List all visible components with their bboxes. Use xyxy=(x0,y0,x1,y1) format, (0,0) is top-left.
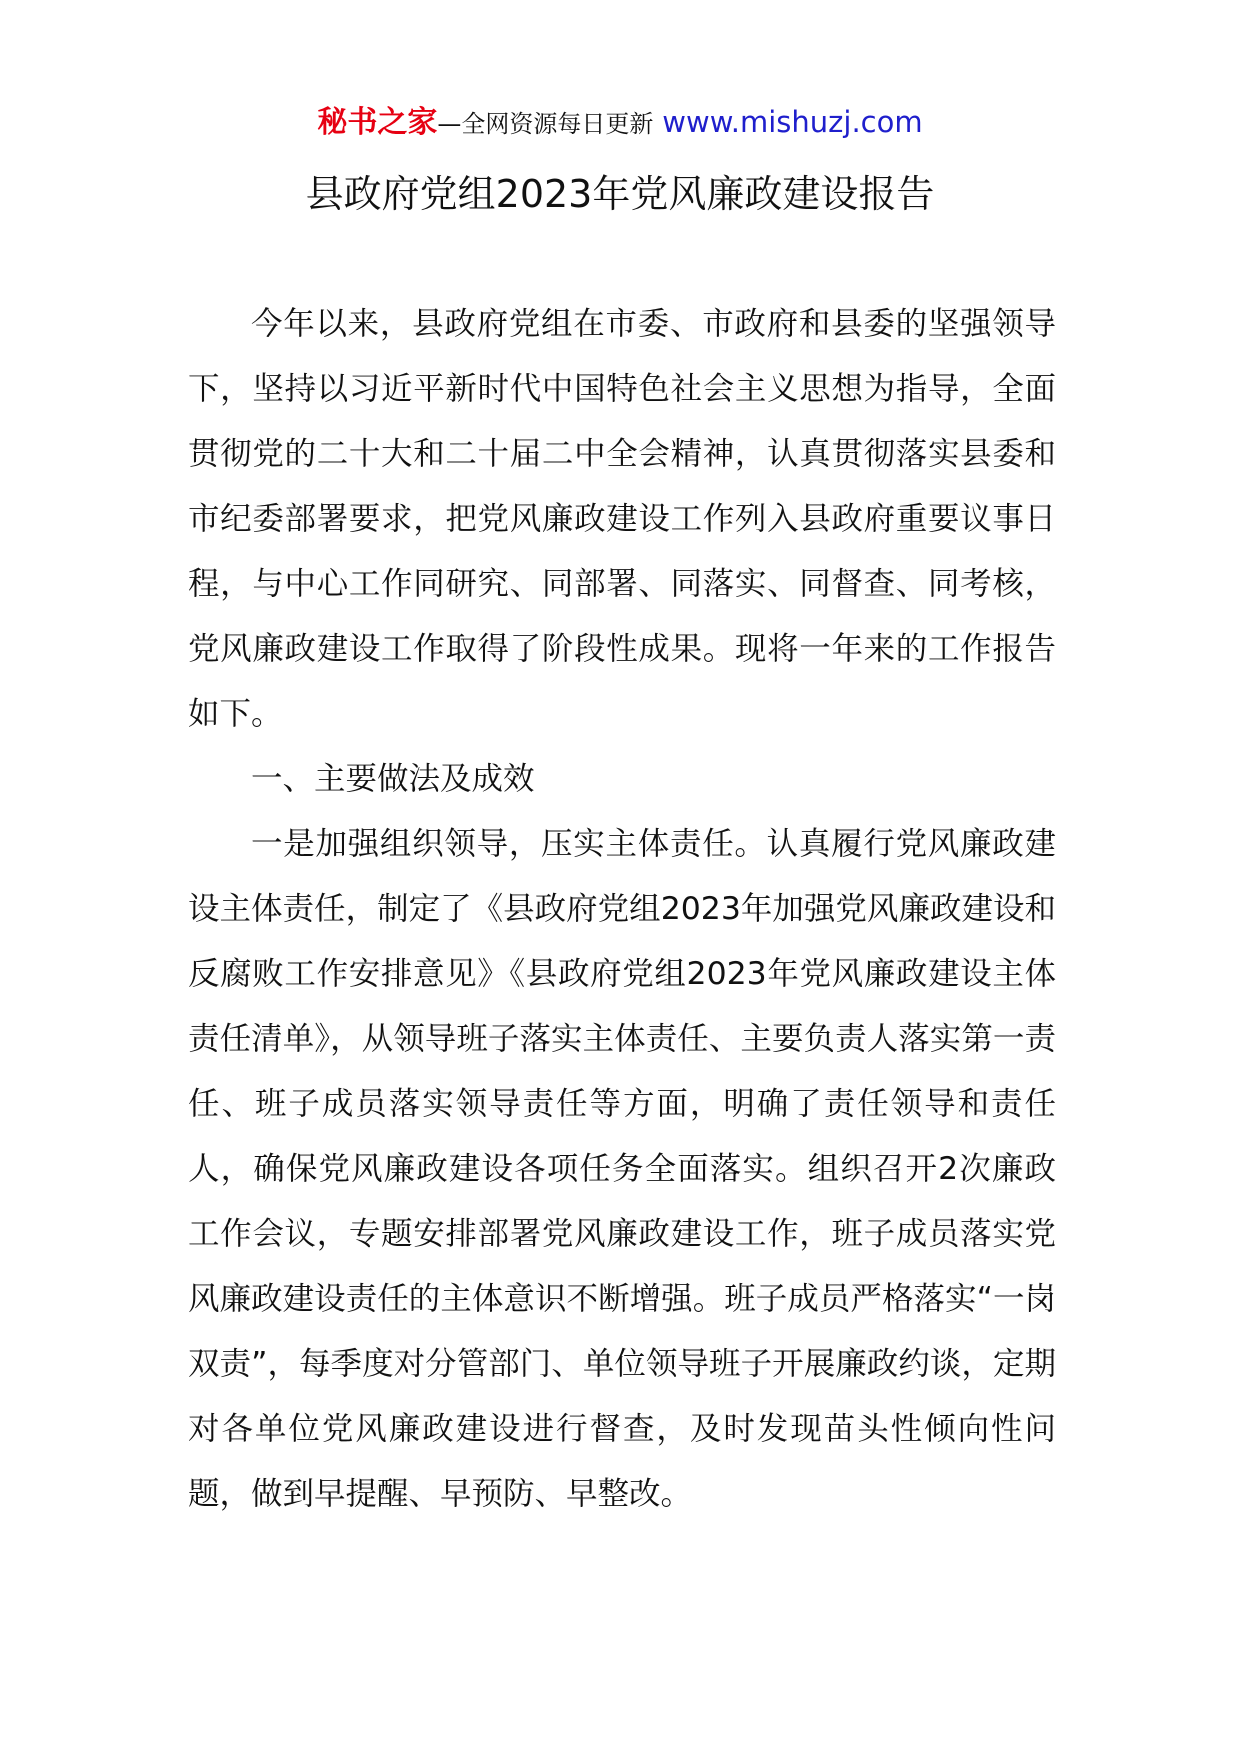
site-watermark-header xyxy=(0,102,1240,144)
intro-paragraph: 今年以来，县政府党组在市委、市政府和县委的坚强领导下，坚持以习近平新时代中国特色社会主义思想为指导，全面贯彻党的二十大和二十届二中全会精神，认真贯彻落实县委和市纪委部署要求，把党风廉政建设工作列入县政府重要议事日程，与中心工作同研究、同部署、同落实、同督查、同考核，党风廉政建设工作取得了阶段性成果。现将一年来的工作报告如下。 xyxy=(188,306,1056,732)
document-body xyxy=(188,292,1056,1527)
document-title: 县政府党组2023年党风廉政建设报告 xyxy=(305,172,935,216)
body-paragraph: 一是加强组织领导，压实主体责任。认真履行党风廉政建设主体责任，制定了《县政府党组2023年加强党风廉政建设和反腐败工作安排意见》《县政府党组2023年党风廉政建设主体责任清单》，从领导班子落实主体责任、主要负责人落实第一责任、班子成员落实领导责任等方面，明确了责任领导和责任人，确保党风廉政建设各项任务全面落实。组织召开2次廉政工作会议，专题安排部署党风廉政建设工作，班子成员落实党风廉政建设责任的主体意识不断增强。班子成员严格落实“一岗双责”，每季度对分管部门、单位领导班子开展廉政约谈，定期对各单位党风廉政建设进行督查，及时发现苗头性倾向性问题，做到早提醒、早预防、早整改。 xyxy=(188,826,1056,1512)
brand-name: 秘书之家 xyxy=(317,105,438,140)
brand-tagline: —全网资源每日更新 xyxy=(437,110,654,138)
site-url-link[interactable]: www.mishuzj.com xyxy=(662,105,923,139)
section-heading: 一、主要做法及成效 xyxy=(251,761,535,797)
